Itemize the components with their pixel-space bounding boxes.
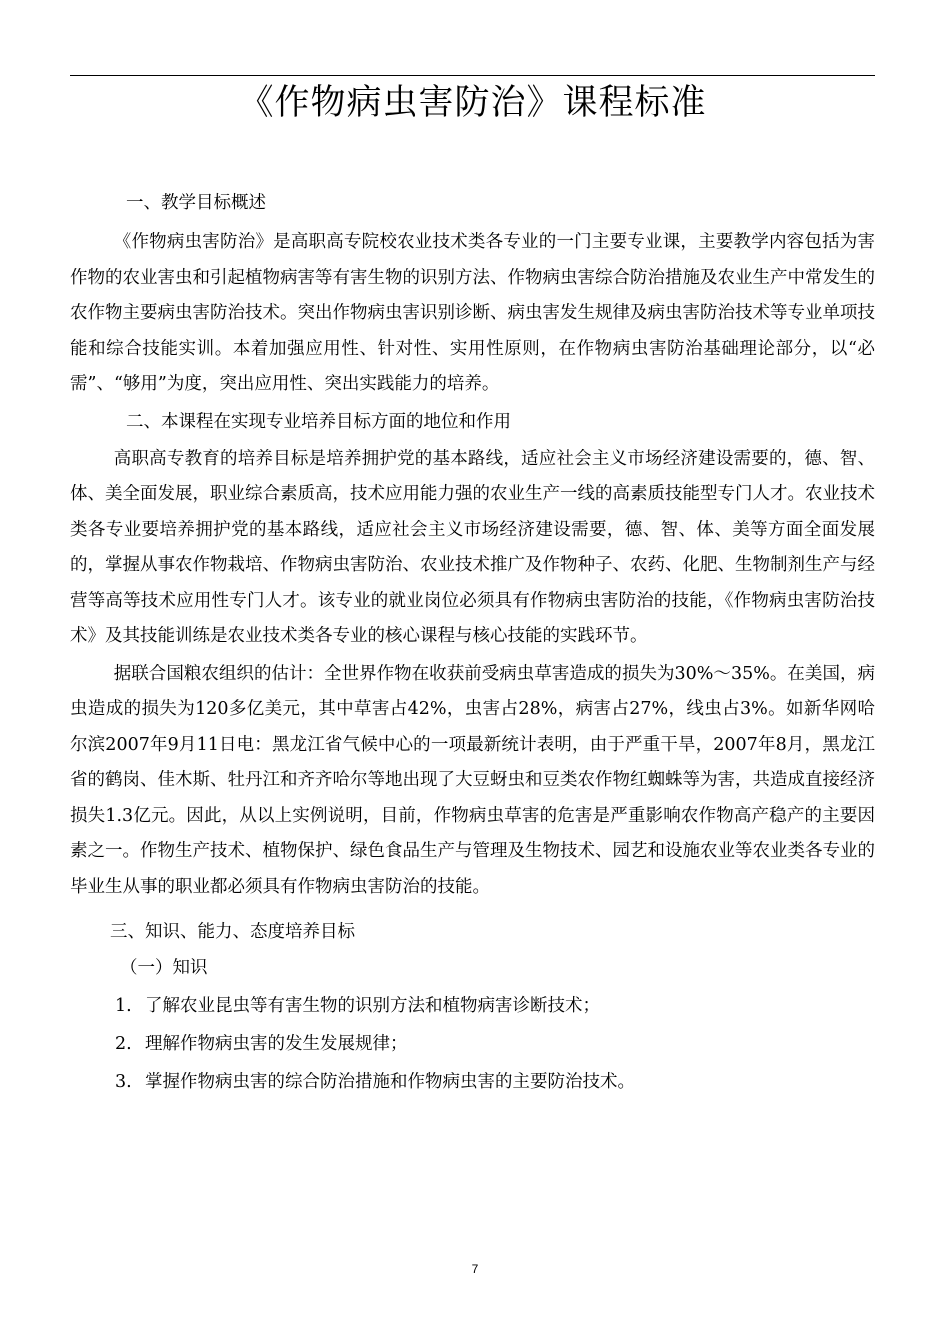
section-2-paragraph-2: 据联合国粮农组织的估计：全世界作物在收获前受病虫草害造成的损失为30%～35%。在美国，病虫造成的损失为120多亿美元，其中草害占42%，虫害占28%，病害占27%，线虫占3%。如新华网哈尔滨2007年9月11日电：黑龙江省气候中心的一项最新统计表明，由于严重干旱，2007年8月，黑龙江省的鹤岗、佳木斯、牡丹江和齐齐哈尔等地出现了大豆蚜虫和豆类农作物红蜘蛛等为害，共造成直接经济损失1.3亿元。因此，从以上实例说明，目前，作物病虫草害的危害是严重影响农作物高产稳产的主要因素之一。作物生产技术、植物保护、绿色食品生产与管理及生物技术、园艺和设施农业等农业类各专业的毕业生从事的职业都必须具有作物病虫害防治的技能。 (70, 663, 875, 897)
list-item-text: 了解农业昆虫等有害生物的识别方法和植物病害诊断技术； (145, 996, 600, 1016)
section-3-subheading: （一）知识 (120, 958, 208, 978)
list-item (70, 1067, 875, 1097)
section-1-heading: 一、教学目标概述 (126, 193, 266, 213)
list-item-number: 3. (115, 1072, 132, 1092)
document-body (70, 188, 875, 1105)
header-rule (70, 75, 875, 76)
document-title: 《作物病虫害防治》课程标准 (238, 83, 707, 123)
list-item (70, 1029, 875, 1059)
list-item-number: 2. (115, 1034, 132, 1054)
list-item-text: 掌握作物病虫害的综合防治措施和作物病虫害的主要防治技术。 (145, 1072, 635, 1092)
list-item (70, 991, 875, 1021)
list-item-number: 1. (115, 996, 132, 1016)
section-2-paragraph-1: 高职高专教育的培养目标是培养拥护党的基本路线，适应社会主义市场经济建设需要的，德、智、体、美全面发展，职业综合素质高，技术应用能力强的农业生产一线的高素质技能型专门人才。农业技术类各专业要培养拥护党的基本路线，适应社会主义市场经济建设需要，德、智、体、美等方面全面发展的，掌握从事农作物栽培、作物病虫害防治、农业技术推广及作物种子、农药、化肥、生物制剂生产与经营等高等技术应用性专门人才。该专业的就业岗位必须具有作物病虫害防治的技能，《作物病虫害防治技术》及其技能训练是农业技术类各专业的核心课程与核心技能的实践环节。 (70, 448, 875, 646)
list-item-text: 理解作物病虫害的发生发展规律； (145, 1034, 408, 1054)
page-number: 7 (471, 1262, 479, 1276)
section-1-paragraph: 《作物病虫害防治》是高职高专院校农业技术类各专业的一门主要专业课，主要教学内容包括为害作物的农业害虫和引起植物病害等有害生物的识别方法、作物病虫害综合防治措施及农业生产中常发生的农作物主要病虫害防治技术。突出作物病虫害识别诊断、病虫害发生规律及病虫害防治技术等专业单项技能和综合技能实训。本着加强应用性、针对性、实用性原则，在作物病虫害防治基础理论部分，以“必需”、“够用”为度，突出应用性、突出实践能力的培养。 (70, 232, 875, 394)
section-2-heading: 二、本课程在实现专业培养目标方面的地位和作用 (126, 411, 511, 432)
section-3-heading: 三、知识、能力、态度培养目标 (110, 922, 355, 942)
